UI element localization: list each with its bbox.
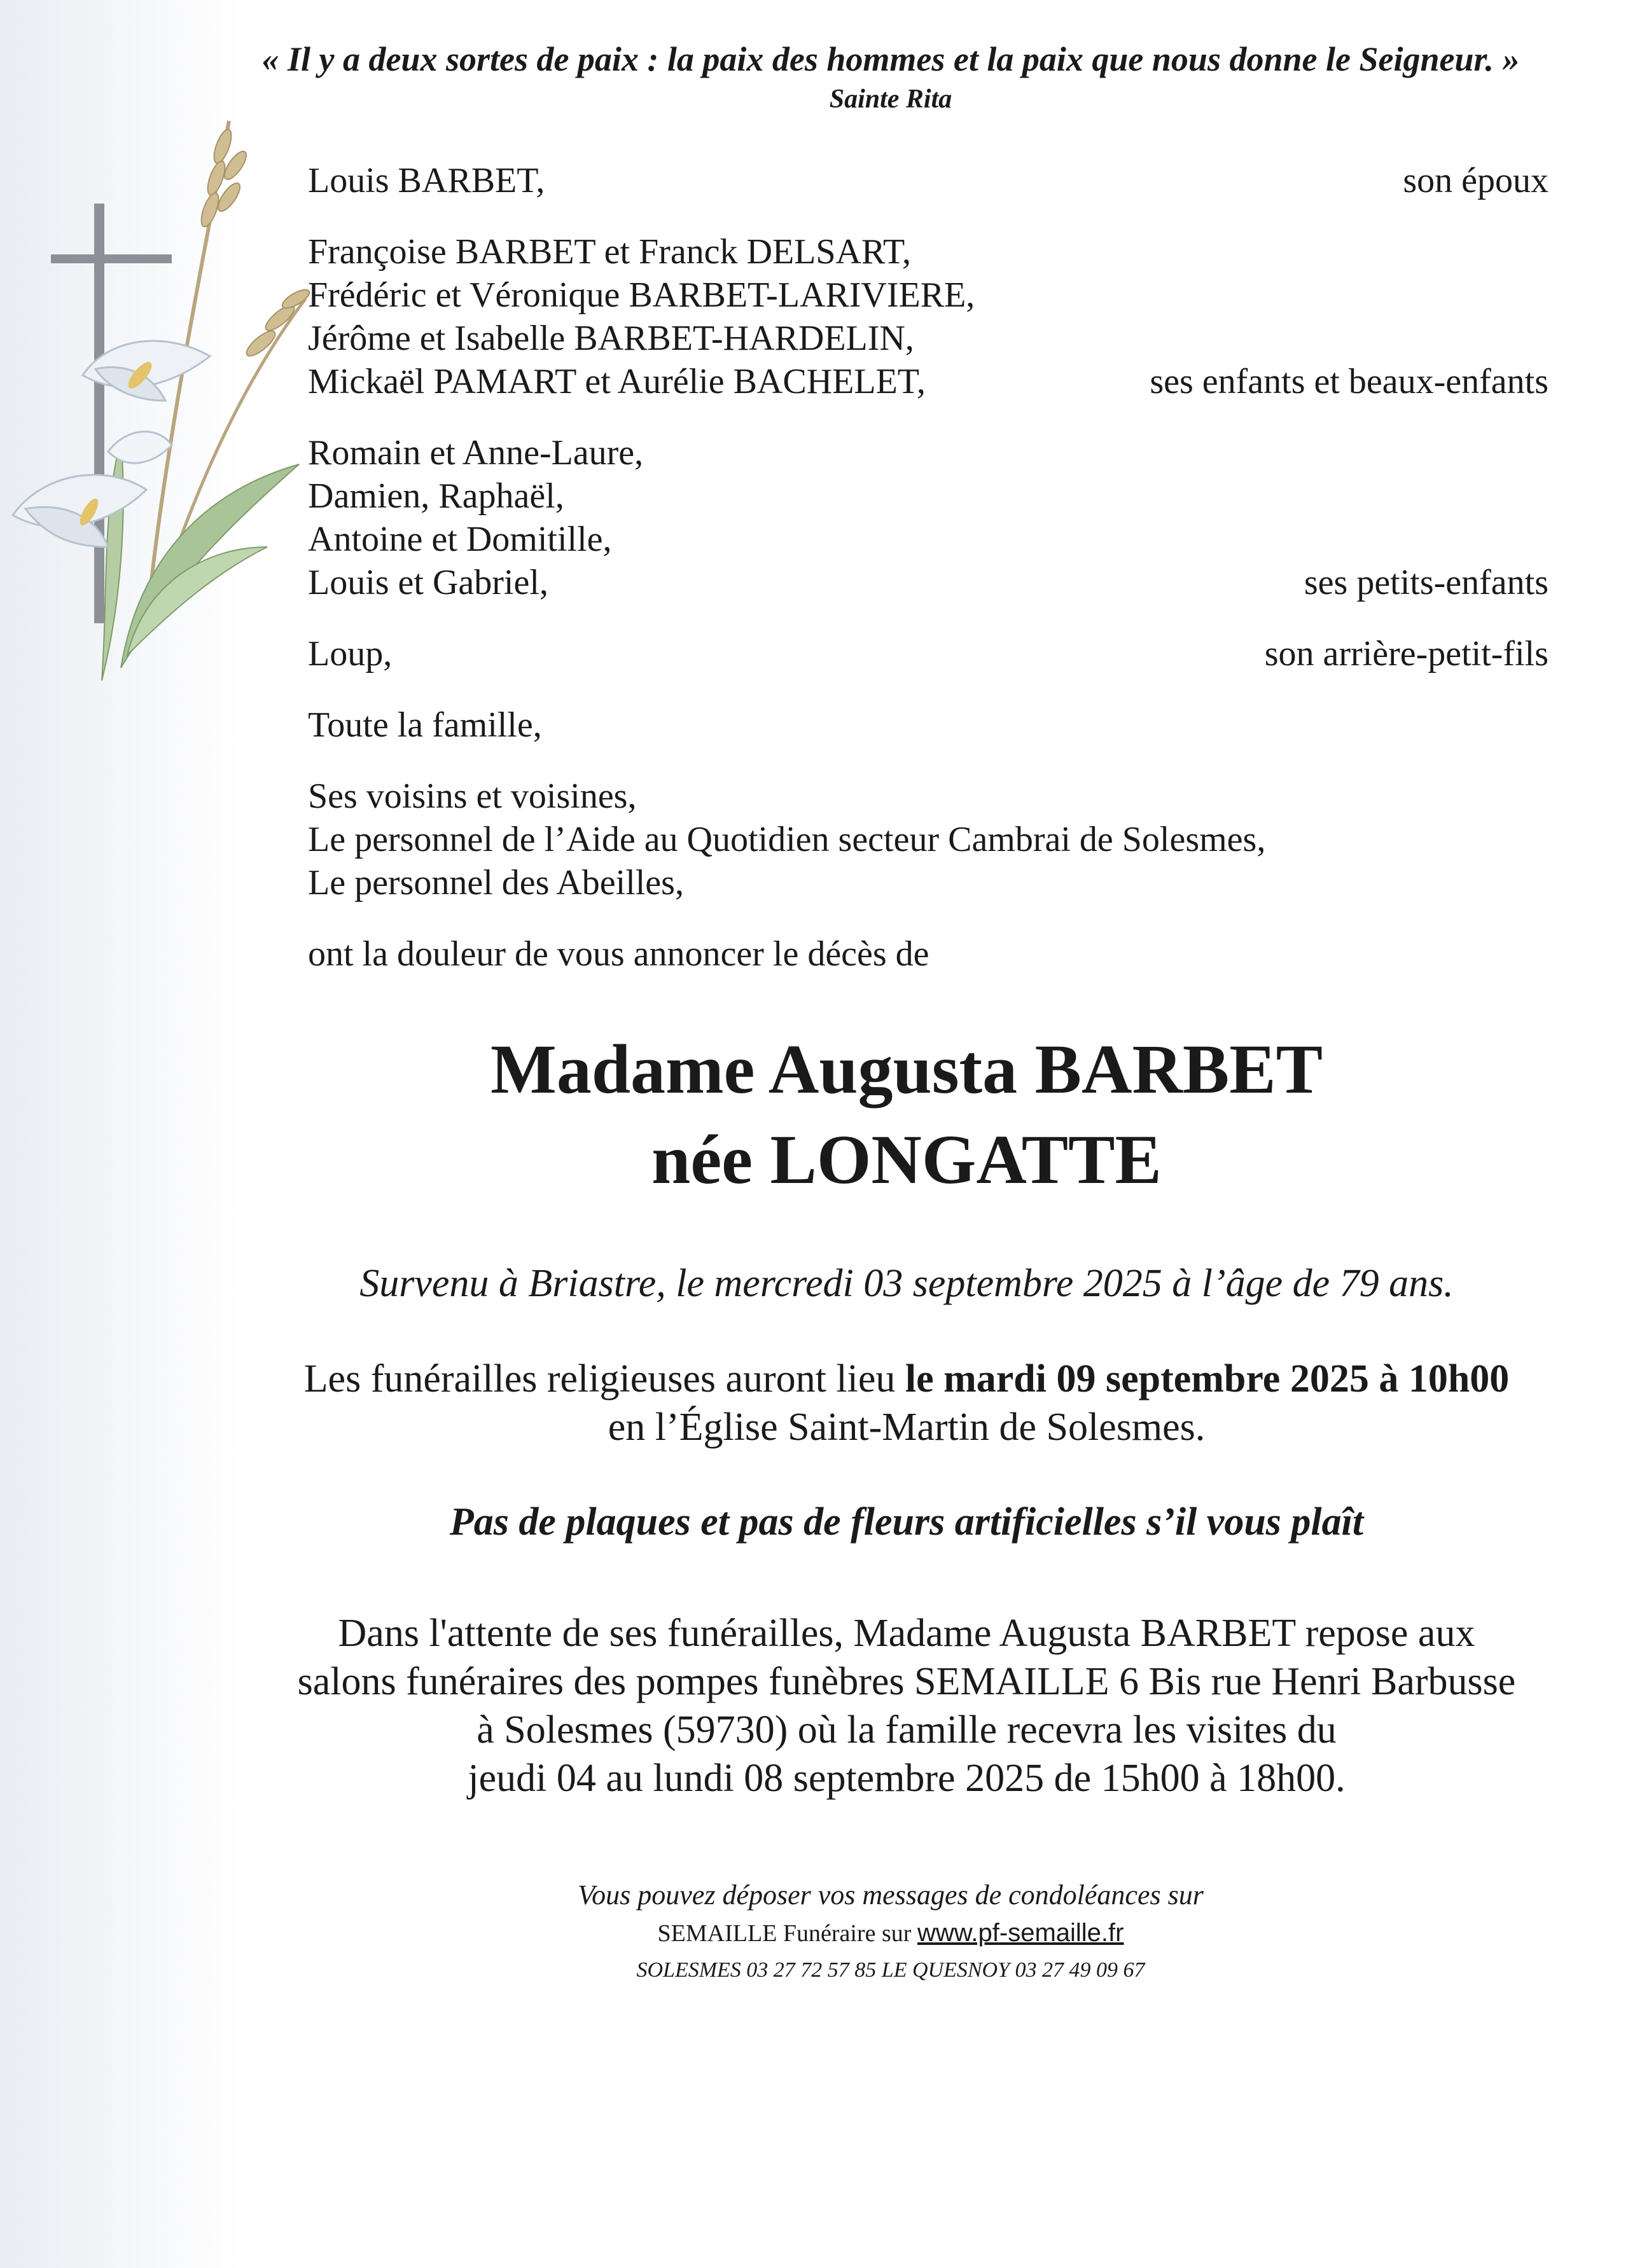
funeral-prefix: Les funérailles religieuses auront lieu <box>303 1357 905 1400</box>
phone-numbers: SOLESMES 03 27 72 57 85 LE QUESNOY 03 27 49 09 67 <box>636 1958 1145 1982</box>
family-line <box>308 561 1548 604</box>
epigraph-quote: « Il y a deux sortes de paix : la paix des hommes et la paix que nous donne le Seigneur. » <box>261 40 1520 78</box>
funeral-place: en l’Église Saint-Martin de Solesmes. <box>608 1406 1206 1449</box>
family-line <box>308 932 1548 976</box>
relation-label: son époux <box>1403 161 1548 200</box>
no-flowers-notice: Pas de plaques et pas de fleurs artificielles s’il vous plaît <box>449 1500 1364 1544</box>
visitation-info <box>127 1609 1635 1802</box>
family-name: Françoise BARBET et Franck DELSART, <box>308 232 912 272</box>
relation-label: ses enfants et beaux-enfants <box>1150 362 1548 401</box>
family-name: Toute la famille, <box>308 705 542 745</box>
family-name: Le personnel de l’Aide au Quotidien secteur Cambrai de Solesmes, <box>308 820 1266 859</box>
family-line <box>308 431 1548 474</box>
family-group-spouse <box>308 159 1548 202</box>
website-link[interactable]: www.pf-semaille.fr <box>917 1919 1124 1947</box>
deceased-block <box>191 1024 1622 1205</box>
family-group-grandchildren <box>308 431 1548 604</box>
website-line <box>191 1914 1590 1952</box>
family-name: Louis et Gabriel, <box>308 563 548 602</box>
family-line <box>308 632 1548 675</box>
family-group-all <box>308 703 1548 747</box>
funeral-datetime: le mardi 09 septembre 2025 à 10h00 <box>905 1357 1510 1400</box>
intro-text: ont la douleur de vous annoncer le décès de <box>308 934 929 974</box>
family-name: Damien, Raphaël, <box>308 476 564 516</box>
family-name: Mickaël PAMART et Aurélie BACHELET, <box>308 362 926 401</box>
family-name: Jérôme et Isabelle BARBET-HARDELIN, <box>308 319 914 358</box>
leaf-icon <box>102 439 299 681</box>
family-group-children <box>308 230 1548 403</box>
visitation-line: à Solesmes (59730) où la famille recevra les visites du <box>477 1708 1337 1752</box>
family-line <box>308 703 1548 747</box>
family-name: Le personnel des Abeilles, <box>308 863 684 902</box>
deceased-name: Madame Augusta BARBET <box>490 1030 1323 1108</box>
family-group-great-grandchild <box>308 632 1548 675</box>
family-line <box>308 159 1548 202</box>
family-name: Ses voisins et voisines, <box>308 777 637 816</box>
deceased-maiden-name: née LONGATTE <box>651 1121 1162 1198</box>
visitation-line: salons funéraires des pompes funèbres SEMAILLE 6 Bis rue Henri Barbusse <box>297 1660 1516 1703</box>
family-line <box>308 518 1548 561</box>
family-name: Loup, <box>308 634 393 674</box>
funeral-info <box>127 1355 1635 1451</box>
family-line <box>308 818 1548 861</box>
family-line <box>308 775 1548 818</box>
cross-lily-decoration <box>0 108 331 693</box>
family-line <box>308 360 1548 403</box>
funeral-line <box>127 1355 1635 1403</box>
family-name: Antoine et Domitille, <box>308 520 612 559</box>
relation-label: ses petits-enfants <box>1304 563 1548 602</box>
family-line <box>308 317 1548 360</box>
family-line <box>308 230 1548 273</box>
footer <box>191 1876 1590 1989</box>
relation-label: son arrière-petit-fils <box>1264 634 1548 674</box>
death-notice: Survenu à Briastre, le mercredi 03 septembre 2025 à l’âge de 79 ans. <box>359 1262 1454 1305</box>
visitation-line: Dans l'attente de ses funérailles, Madame Augusta BARBET repose aux <box>338 1612 1475 1655</box>
condolences-text: Vous pouvez déposer vos messages de condoléances sur <box>578 1879 1204 1911</box>
epigraph-author: Sainte Rita <box>829 85 952 114</box>
family-line <box>308 273 1548 317</box>
family-line <box>308 861 1548 904</box>
family-group-neighbors <box>308 775 1548 904</box>
website-prefix: SEMAILLE Funéraire sur <box>657 1920 917 1947</box>
family-name: Frédéric et Véronique BARBET-LARIVIERE, <box>308 275 975 315</box>
family-name: Louis BARBET, <box>308 161 545 200</box>
family-list <box>308 159 1548 1004</box>
family-name: Romain et Anne-Laure, <box>308 433 644 473</box>
family-line <box>308 474 1548 518</box>
announcement-intro <box>308 932 1548 976</box>
visitation-line: jeudi 04 au lundi 08 septembre 2025 de 15h00 à 18h00. <box>468 1757 1346 1800</box>
